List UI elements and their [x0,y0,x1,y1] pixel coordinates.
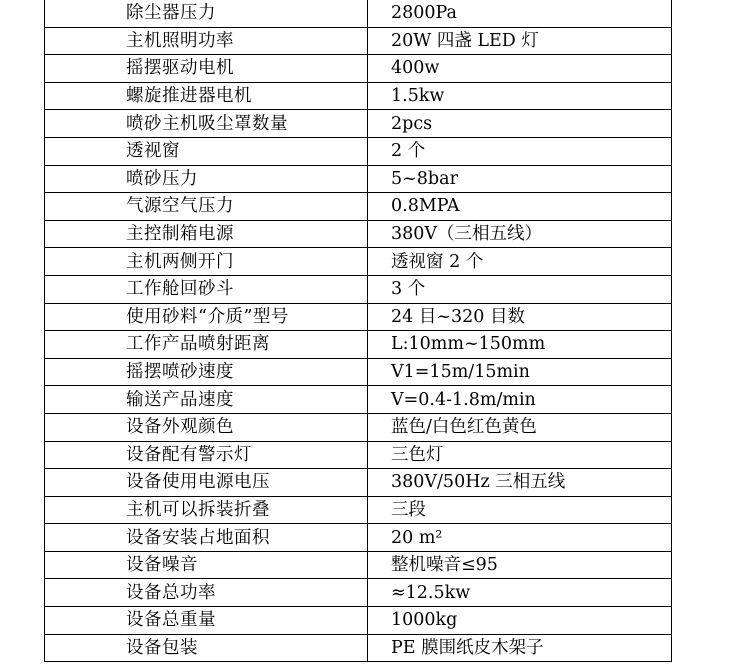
spec-value: PE 膜围纸皮木架子 [368,634,672,662]
table-row [45,193,672,221]
spec-label: 除尘器压力 [45,0,368,27]
spec-label: 摇摆驱动电机 [45,55,368,83]
table-row [45,441,672,469]
spec-label: 主控制箱电源 [45,220,368,248]
table-row [45,137,672,165]
spec-value: 整机噪音≤95 [368,551,672,579]
table-row [45,55,672,83]
spec-value: 蓝色/白色红色黄色 [368,413,672,441]
spec-value: 1.5kw [368,82,672,110]
table-row [45,303,672,331]
table-row [45,551,672,579]
spec-value: 2800Pa [368,0,672,27]
table-row [45,358,672,386]
spec-label: 喷砂主机吸尘罩数量 [45,110,368,138]
spec-label: 主机照明功率 [45,27,368,55]
table-row [45,634,672,662]
spec-value: V1=15m/15min [368,358,672,386]
spec-value: 380V/50Hz 三相五线 [368,469,672,497]
spec-table [44,0,672,662]
spec-label: 气源空气压力 [45,193,368,221]
spec-value: 20W 四盏 LED 灯 [368,27,672,55]
spec-label: 工作产品喷射距离 [45,331,368,359]
table-row [45,469,672,497]
table-row [45,82,672,110]
spec-label: 设备噪音 [45,551,368,579]
spec-value: 三色灯 [368,441,672,469]
table-row [45,607,672,635]
table-row [45,386,672,414]
spec-label: 设备配有警示灯 [45,441,368,469]
table-row [45,220,672,248]
spec-value: 三段 [368,496,672,524]
spec-label: 喷砂压力 [45,165,368,193]
spec-value: 24 目~320 目数 [368,303,672,331]
table-row [45,579,672,607]
table-row [45,165,672,193]
spec-label: 使用砂料“介质”型号 [45,303,368,331]
spec-label: 主机可以拆装折叠 [45,496,368,524]
spec-value: V=0.4-1.8m/min [368,386,672,414]
table-row [45,248,672,276]
spec-value: 透视窗 2 个 [368,248,672,276]
table-row [45,27,672,55]
table-row [45,275,672,303]
table-row [45,524,672,552]
table-row [45,496,672,524]
spec-label: 设备总功率 [45,579,368,607]
spec-value: 3 个 [368,275,672,303]
spec-value: 20 m² [368,524,672,552]
spec-value: L:10mm~150mm [368,331,672,359]
spec-value: 380V（三相五线） [368,220,672,248]
table-row [45,331,672,359]
spec-label: 设备包装 [45,634,368,662]
spec-value: 5~8bar [368,165,672,193]
table-row [45,413,672,441]
spec-label: 设备安装占地面积 [45,524,368,552]
spec-value: 1000kg [368,607,672,635]
spec-label: 螺旋推进器电机 [45,82,368,110]
spec-value: ≈12.5kw [368,579,672,607]
spec-label: 输送产品速度 [45,386,368,414]
spec-value: 0.8MPA [368,193,672,221]
spec-label: 主机两侧开门 [45,248,368,276]
spec-label: 设备外观颜色 [45,413,368,441]
spec-value: 400w [368,55,672,83]
spec-value: 2 个 [368,137,672,165]
table-row [45,110,672,138]
spec-label: 设备使用电源电压 [45,469,368,497]
spec-label: 设备总重量 [45,607,368,635]
spec-label: 摇摆喷砂速度 [45,358,368,386]
spec-label: 透视窗 [45,137,368,165]
spec-label: 工作舱回砂斗 [45,275,368,303]
table-row [45,0,672,27]
spec-value: 2pcs [368,110,672,138]
